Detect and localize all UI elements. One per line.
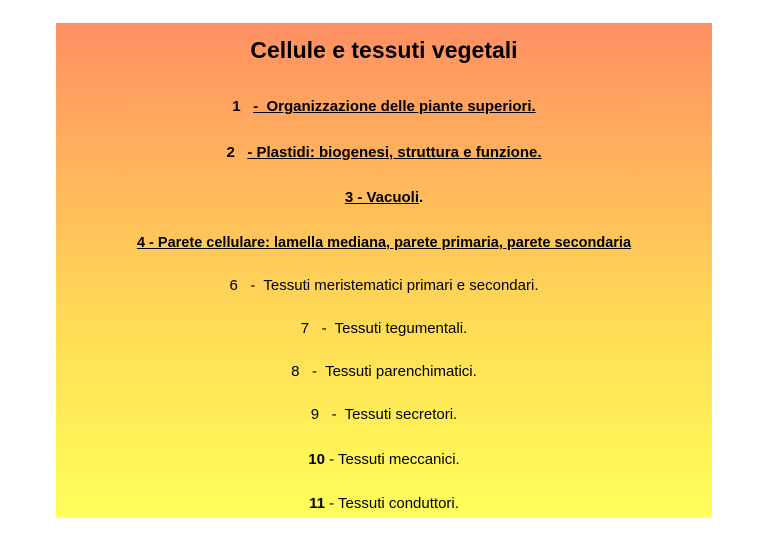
topic-item-10 xyxy=(56,451,712,469)
topic-text: 9 - Tessuti secretori. xyxy=(310,406,458,423)
topic-item-1 xyxy=(56,98,712,116)
topic-separator xyxy=(241,98,254,115)
topic-number: 11 xyxy=(309,495,325,512)
topic-text: 3 - Vacuoli xyxy=(344,189,420,206)
topic-text: 7 - Tessuti tegumentali. xyxy=(300,320,468,337)
slide-title: Cellule e tessuti vegetali xyxy=(250,37,518,63)
topic-separator xyxy=(235,144,248,161)
topic-number: 10 xyxy=(308,451,325,468)
topic-item-3 xyxy=(56,189,712,207)
topic-text: 4 - Parete cellulare: lamella mediana, parete primaria, parete secondaria xyxy=(136,235,632,251)
topic-item-4 xyxy=(56,234,712,252)
slide xyxy=(56,23,712,518)
topic-text: 6 - Tessuti meristematici primari e secondari. xyxy=(229,277,539,294)
topic-item-2 xyxy=(56,144,712,162)
topic-text: - Plastidi: biogenesi, struttura e funzione. xyxy=(247,144,542,161)
topic-item-8 xyxy=(56,363,712,381)
topic-number: 2 xyxy=(226,144,235,161)
topic-suffix: . xyxy=(419,189,424,206)
topic-number: 1 xyxy=(232,98,241,115)
topic-item-9 xyxy=(56,406,712,424)
topic-item-7 xyxy=(56,320,712,338)
topic-text: - Tessuti meccanici. xyxy=(324,451,460,468)
topic-item-11 xyxy=(56,495,712,513)
topic-text: 8 - Tessuti parenchimatici. xyxy=(291,363,477,380)
topic-item-6 xyxy=(56,277,712,295)
topic-text: - Tessuti conduttori. xyxy=(324,495,459,512)
topic-text: - Organizzazione delle piante superiori. xyxy=(253,98,536,115)
